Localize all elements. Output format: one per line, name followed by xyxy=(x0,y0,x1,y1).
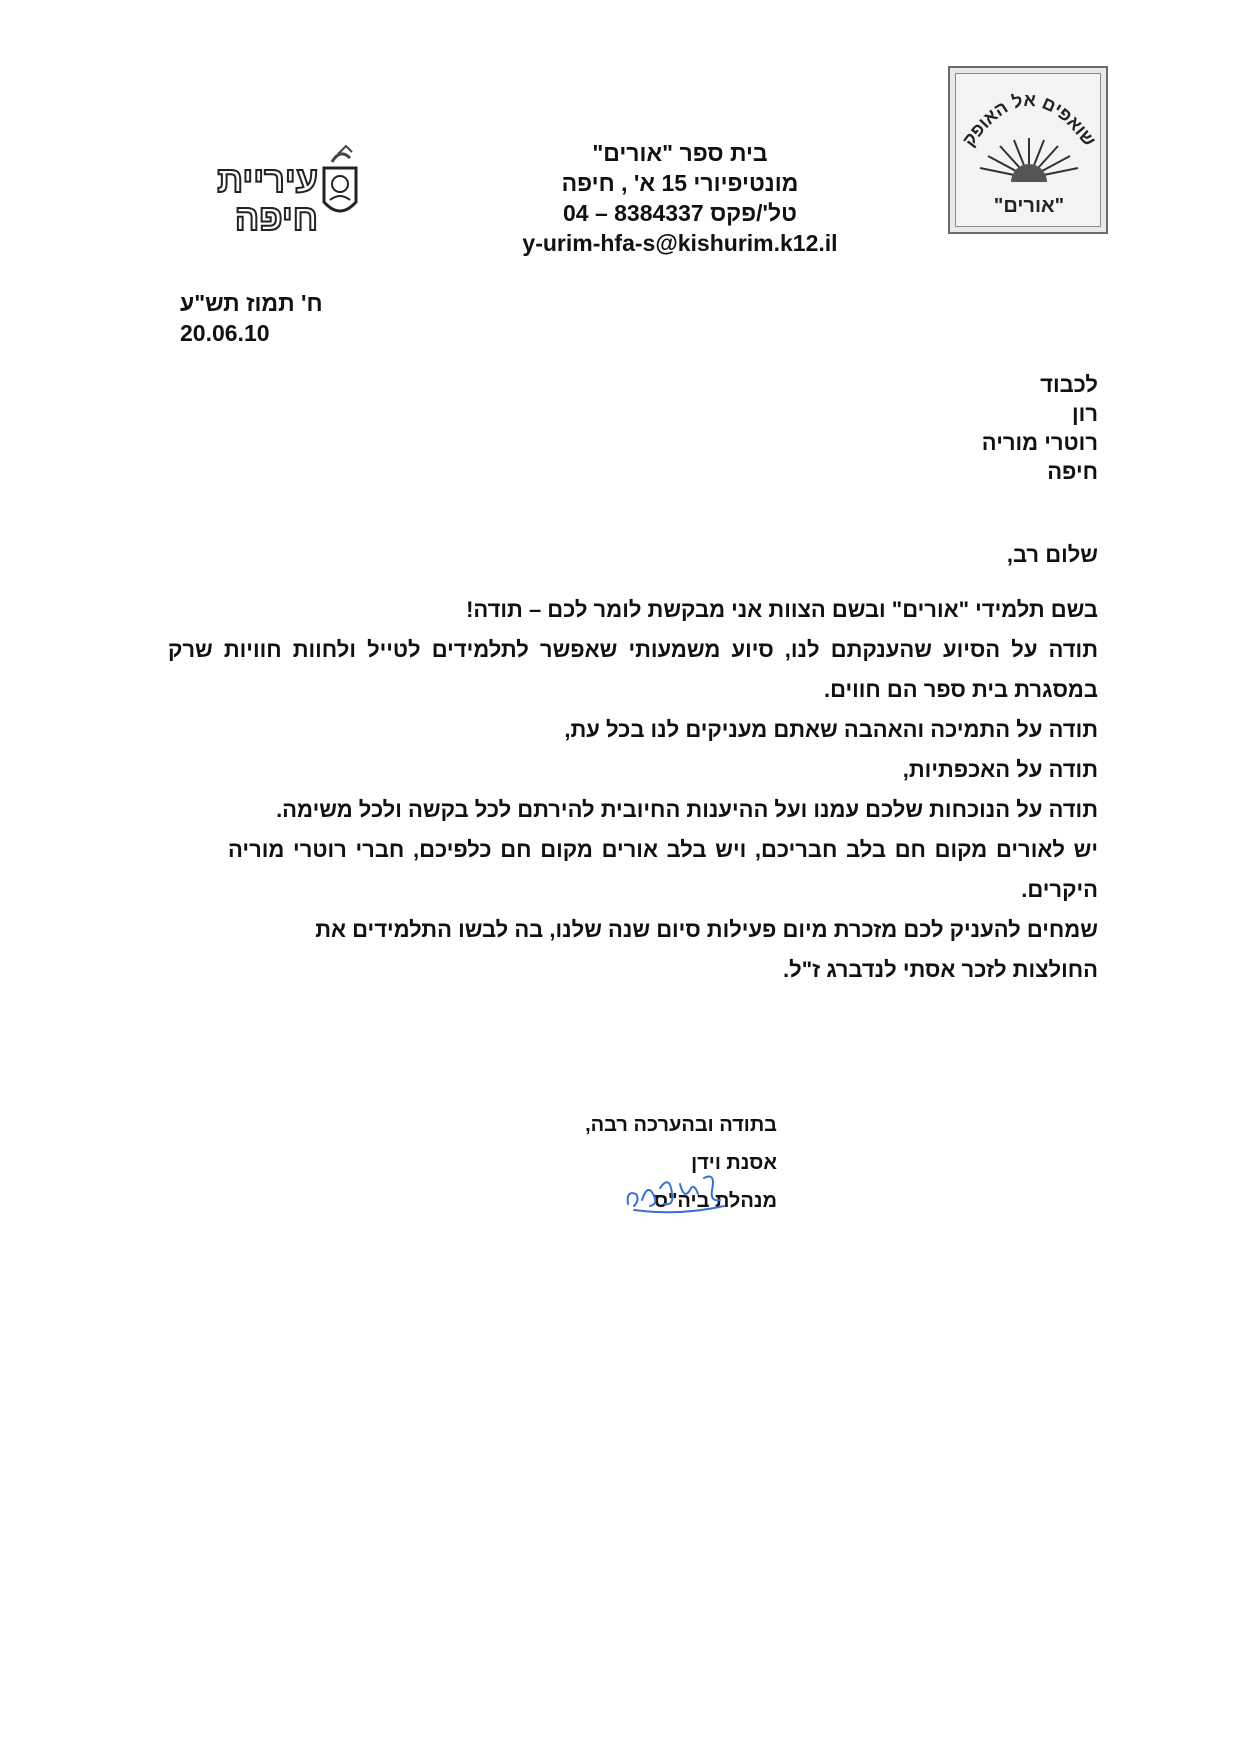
school-address: מונטיפיורי 15 א' , חיפה xyxy=(561,170,799,196)
body-paragraph: בשם תלמידי "אורים" ובשם הצוות אני מבקשת לומר לכם – תודה! xyxy=(466,597,1098,622)
haifa-municipality-logo xyxy=(190,140,390,240)
body-paragraph: תודה על הנוכחות שלכם עמנו ועל ההיענות החיובית להירתם לכל בקשה ולכל משימה. xyxy=(276,797,1098,822)
haifa-emblem-icon xyxy=(324,146,356,211)
body-paragraph: תודה על הסיוע שהענקתם לנו, סיוע משמעותי שאפשר לתלמידים לטייל ולחוות חוויות שרק במסגרת בית ספר הם חווים. xyxy=(168,637,1098,702)
school-phone-fax: טל'/פקס 8384337 – 04 xyxy=(562,200,798,226)
hebrew-date: ח' תמוז תש"ע xyxy=(180,290,323,316)
school-name: בית ספר "אורים" xyxy=(592,140,768,166)
school-logo-name: "אורים" xyxy=(993,195,1065,217)
handwritten-signature xyxy=(620,1160,730,1220)
sunrise-icon xyxy=(980,138,1078,182)
signer-name: אסנת וידן xyxy=(691,1152,777,1174)
school-email: y-urim-hfa-s@kishurim.k12.il xyxy=(522,230,838,256)
urim-school-emblem xyxy=(948,66,1108,234)
municipality-name-line2: חיפה xyxy=(234,197,318,238)
school-header xyxy=(470,138,890,258)
recipient-organization: רוטרי מוריה xyxy=(981,430,1098,455)
letter-date xyxy=(180,288,380,348)
body-paragraph: תודה על התמיכה והאהבה שאתם מעניקים לנו בכל עת, xyxy=(564,717,1098,742)
body-paragraph: שמחים להעניק לכם מזכרת מיום פעילות סיום שנה שלנו, בה לבשו התלמידים את החולצות לזכר אסתי לנדברג ז"ל. xyxy=(315,917,1098,982)
signer-title: מנהלת ביה"ס xyxy=(653,1190,777,1212)
recipient-salutation: לכבוד xyxy=(1040,372,1098,397)
gregorian-date: 20.06.10 xyxy=(180,320,270,346)
recipient-block xyxy=(698,370,1098,486)
recipient-name: רון xyxy=(1072,401,1098,426)
closing-phrase: בתודה ובהערכה רבה, xyxy=(585,1114,777,1136)
greeting: שלום רב, xyxy=(1006,542,1098,567)
body-paragraph: תודה על האכפתיות, xyxy=(902,757,1098,782)
letter-body xyxy=(168,590,1098,990)
municipality-name-line1: עיריית xyxy=(217,159,318,200)
school-motto: שואפים אל האופק xyxy=(958,89,1100,150)
recipient-city: חיפה xyxy=(1047,459,1098,484)
body-paragraph: יש לאורים מקום חם בלב חבריכם, ויש בלב אורים מקום חם כלפיכם, חברי רוטרי מוריה היקרים. xyxy=(228,837,1098,902)
